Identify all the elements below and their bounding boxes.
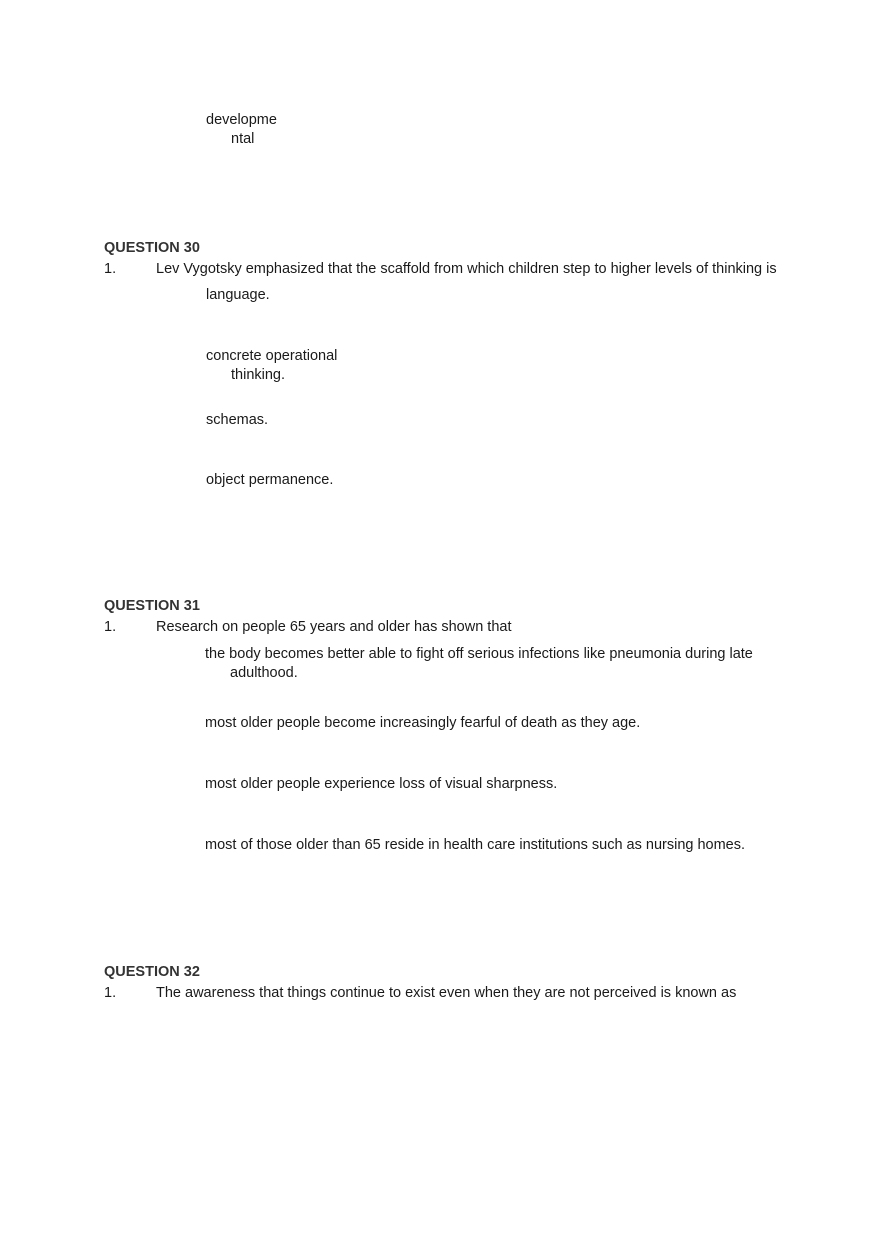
option-d[interactable]: object permanence. [206,472,334,488]
option-d[interactable]: most of those older than 65 reside in health care institutions such as nursing homes. [205,837,746,853]
question-heading: QUESTION 30 [104,240,200,256]
question-number: 1. [104,619,117,635]
option-text: developme [206,112,277,128]
option-text: concrete operational [206,348,338,364]
option-text: the body becomes better able to fight off serious infections like pneumonia during late [205,646,753,662]
question-text: The awareness that things continue to exist even when they are not perceived is known as [156,985,737,1001]
option-b[interactable]: most older people become increasingly fearful of death as they age. [205,715,641,731]
question-number: 1. [104,985,117,1001]
question-text: Lev Vygotsky emphasized that the scaffold from which children step to higher levels of thinking is [156,261,777,277]
option-c[interactable]: schemas. [206,412,269,428]
question-number: 1. [104,261,117,277]
question-heading: QUESTION 32 [104,964,200,980]
option-text-continued: ntal [231,131,255,147]
option-text-continued: adulthood. [230,665,298,681]
option-text-continued: thinking. [231,367,286,383]
option-c[interactable]: most older people experience loss of visual sharpness. [205,776,558,792]
option-a[interactable]: language. [206,287,270,303]
question-text: Research on people 65 years and older has shown that [156,619,512,635]
question-heading: QUESTION 31 [104,598,200,614]
